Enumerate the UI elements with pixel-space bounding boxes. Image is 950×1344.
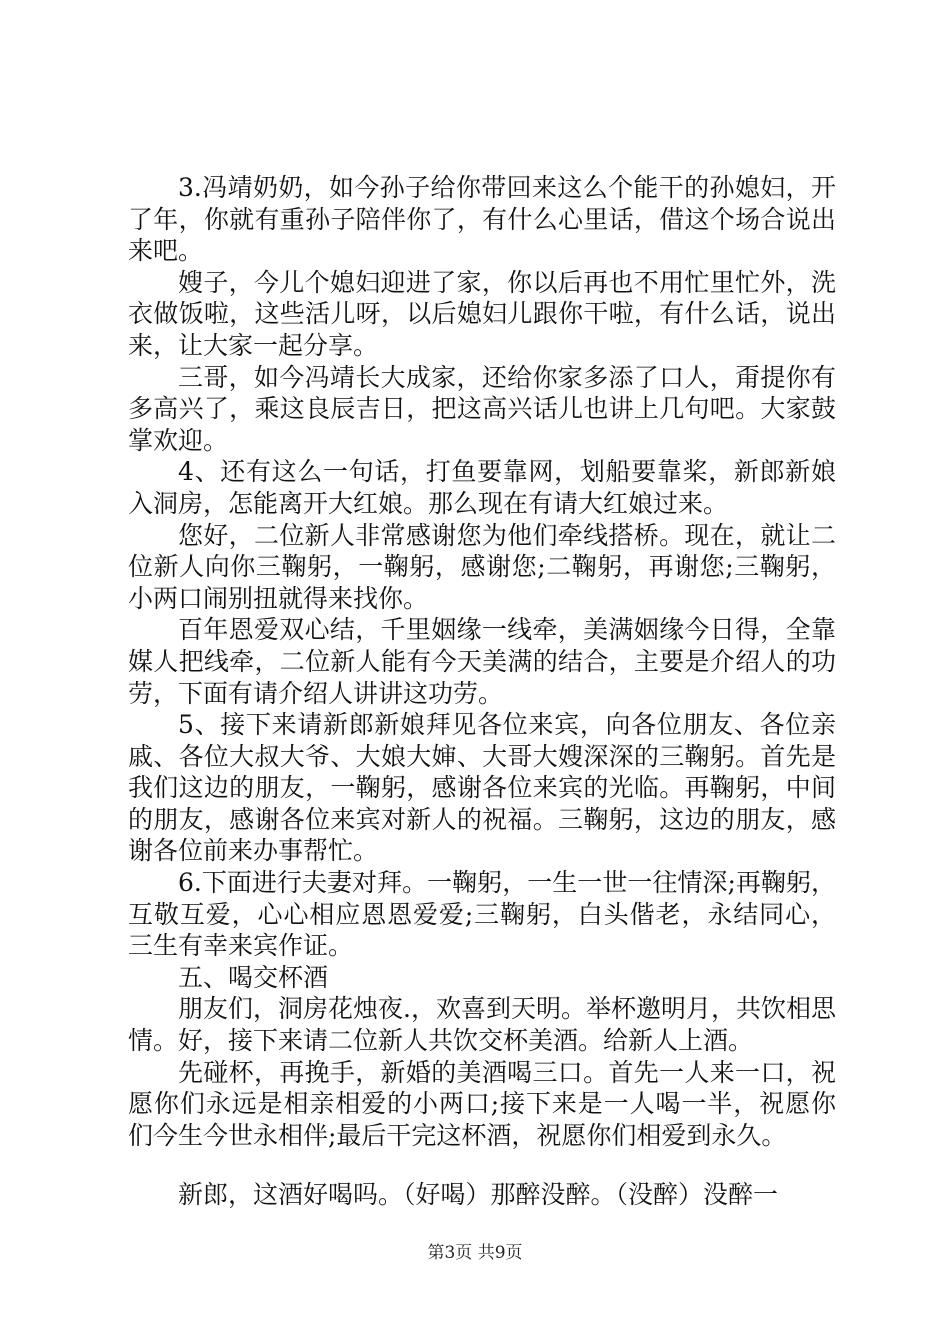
- section-heading: 五、喝交杯酒: [178, 962, 329, 992]
- paragraph: 百年恩爱双心结，千里姻缘一线牵，美满姻缘今日得，全靠媒人把线牵，二位新人能有今天美满的结合，主要是介绍人的功劳，下面有请介绍人讲讲这功劳。: [128, 615, 836, 708]
- paragraph: 三哥，如今冯靖长大成家，还给你家多添了口人，甭提你有多高兴了，乘这良辰吉日，把这高兴话儿也讲上几句吧。大家鼓掌欢迎。: [128, 362, 836, 455]
- paragraph: 3.冯靖奶奶，如今孙子给你带回来这么个能干的孙媳妇，开了年，你就有重孙子陪伴你了，有什么心里话，借这个场合说出来吧。: [128, 173, 836, 266]
- document-body: [128, 172, 836, 1211]
- paragraph: 您好，二位新人非常感谢您为他们牵线搭桥。现在，就让二位新人向你三鞠躬，一鞠躬，感谢您;二鞠躬，再谢您;三鞠躬，小两口闹别扭就得来找你。: [128, 520, 836, 613]
- paragraph: 6.下面进行夫妻对拜。一鞠躬，一生一世一往情深;再鞠躬，互敬互爱，心心相应恩恩爱爱;三鞠躬，白头偕老，永结同心，三生有幸来宾作证。: [128, 868, 836, 961]
- page-footer: 第3页 共9页: [427, 1243, 523, 1263]
- paragraph: 新郎，这酒好喝吗。（好喝）那醉没醉。（没醉）没醉一: [178, 1180, 779, 1210]
- paragraph: 嫂子，今儿个媳妇迎进了家，你以后再也不用忙里忙外，洗衣做饭啦，这些活儿呀，以后媳妇儿跟你干啦，有什么话，说出来，让大家一起分享。: [128, 267, 836, 360]
- paragraph: 朋友们，洞房花烛夜.，欢喜到天明。举杯邀明月，共饮相思情。好，接下来请二位新人共饮交杯美酒。给新人上酒。: [128, 994, 836, 1056]
- paragraph: 5、接下来请新郎新娘拜见各位来宾，向各位朋友、各位亲戚、各位大叔大爷、大娘大婶、大哥大嫂深深的三鞠躬。首先是我们这边的朋友，一鞠躬，感谢各位来宾的光临。再鞠躬，中间的朋友，感谢各位来宾对新人的祝福。三鞠躬，这边的朋友，感谢各位前来办事帮忙。: [128, 710, 836, 866]
- paragraph: 先碰杯，再挽手，新婚的美酒喝三口。首先一人来一口，祝愿你们永远是相亲相爱的小两口;接下来是一人喝一半，祝愿你们今生今世永相伴;最后干完这杯酒，祝愿你们相爱到永久。: [128, 1057, 836, 1150]
- paragraph: 4、还有这么一句话，打鱼要靠网，划船要靠桨，新郎新娘入洞房，怎能离开大红娘。那么现在有请大红娘过来。: [128, 457, 836, 518]
